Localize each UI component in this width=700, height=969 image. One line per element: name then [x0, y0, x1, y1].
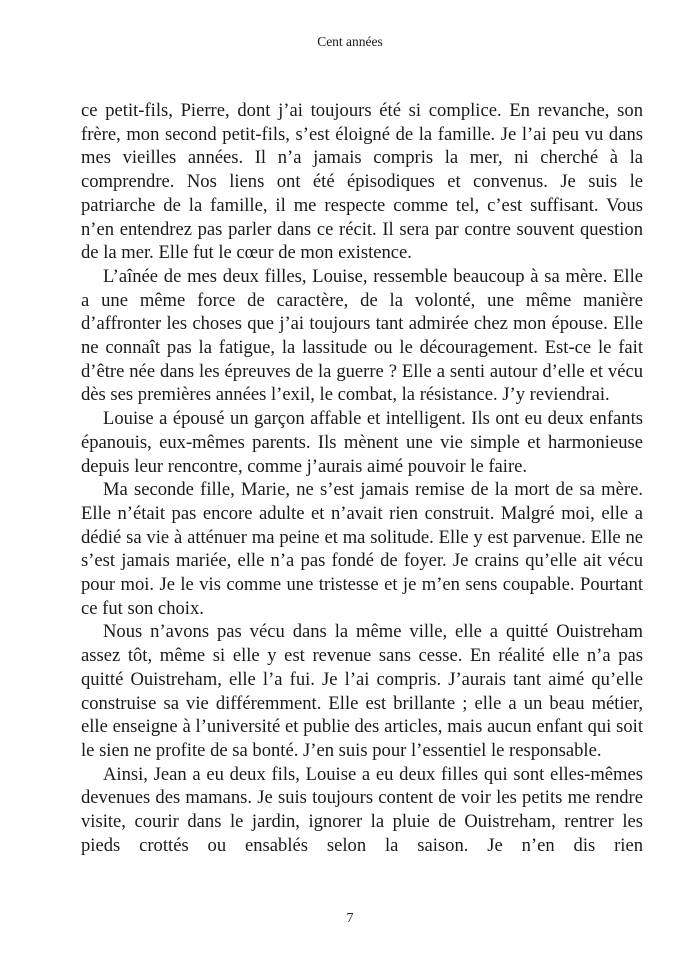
- paragraph: Nous n’avons pas vécu dans la même ville, elle a quitté Ouistreham assez tôt, même si elle y est revenue sans cesse. En réalité elle n’a pas quitté Ouistreham, elle l’a fui. Je l’ai compris. J’aurais tant aimé qu’elle construise sa vie différemment. Elle est brillante ; elle a un beau métier, elle enseigne à l’université et publie des articles, mais aucun enfant qui soit le sien ne profite de sa bonté. J’en suis pour l’essentiel le responsable.: [81, 621, 643, 761]
- running-header: Cent années: [317, 34, 383, 49]
- page-number: 7: [346, 911, 354, 926]
- body-text: [81, 99, 643, 858]
- paragraph: Louise a épousé un garçon affable et intelligent. Ils ont eu deux enfants épanouis, eux-mêmes parents. Ils mènent une vie simple et harmonieuse depuis leur rencontre, comme j’aurais aimé pouvoir le faire.: [81, 408, 643, 477]
- paragraph: ce petit-fils, Pierre, dont j’ai toujours été si complice. En revanche, son frère, mon second petit-fils, s’est éloigné de la famille. Je l’ai peu vu dans mes vieilles années. Il n’a jamais compris la mer, ni cherché à la comprendre. Nos liens ont été épisodiques et convenus. Je suis le patriarche de la famille, il me respecte comme tel, c’est suffisant. Vous n’en entendrez pas parler dans ce récit. Il sera par contre souvent question de la mer. Elle fut le cœur de mon existence.: [81, 100, 643, 264]
- paragraph: L’aînée de mes deux filles, Louise, ressemble beaucoup à sa mère. Elle a une même force de caractère, de la volonté, une même manière d’affronter les choses que j’ai toujours tant admirée chez mon épouse. Elle ne connaît pas la fatigue, la lassitude ou le découragement. Est-ce le fait d’être née dans les épreuves de la guerre ? Elle a senti autour d’elle et vécu dès ses premières années l’exil, le combat, la résistance. J’y reviendrai.: [81, 265, 643, 406]
- paragraph: Ma seconde fille, Marie, ne s’est jamais remise de la mort de sa mère. Elle n’était pas encore adulte et n’avait rien construit. Malgré moi, elle a dédié sa vie à atténuer ma peine et ma solitude. Elle y est parvenue. Elle ne s’est jamais mariée, elle n’a pas fondé de foyer. Je crains qu’elle ait vécu pour moi. Je le vis comme une tristesse et je m’en sens coupable. Pourtant ce fut son choix.: [81, 479, 643, 619]
- paragraph: Ainsi, Jean a eu deux fils, Louise a eu deux filles qui sont elles-mêmes devenues des mamans. Je suis toujours content de voir les petits me rendre visite, courir dans le jardin, ignorer la pluie de Ouistreham, rentrer les pieds crottés ou ensablés selon la saison. Je n’en dis rien: [81, 763, 643, 856]
